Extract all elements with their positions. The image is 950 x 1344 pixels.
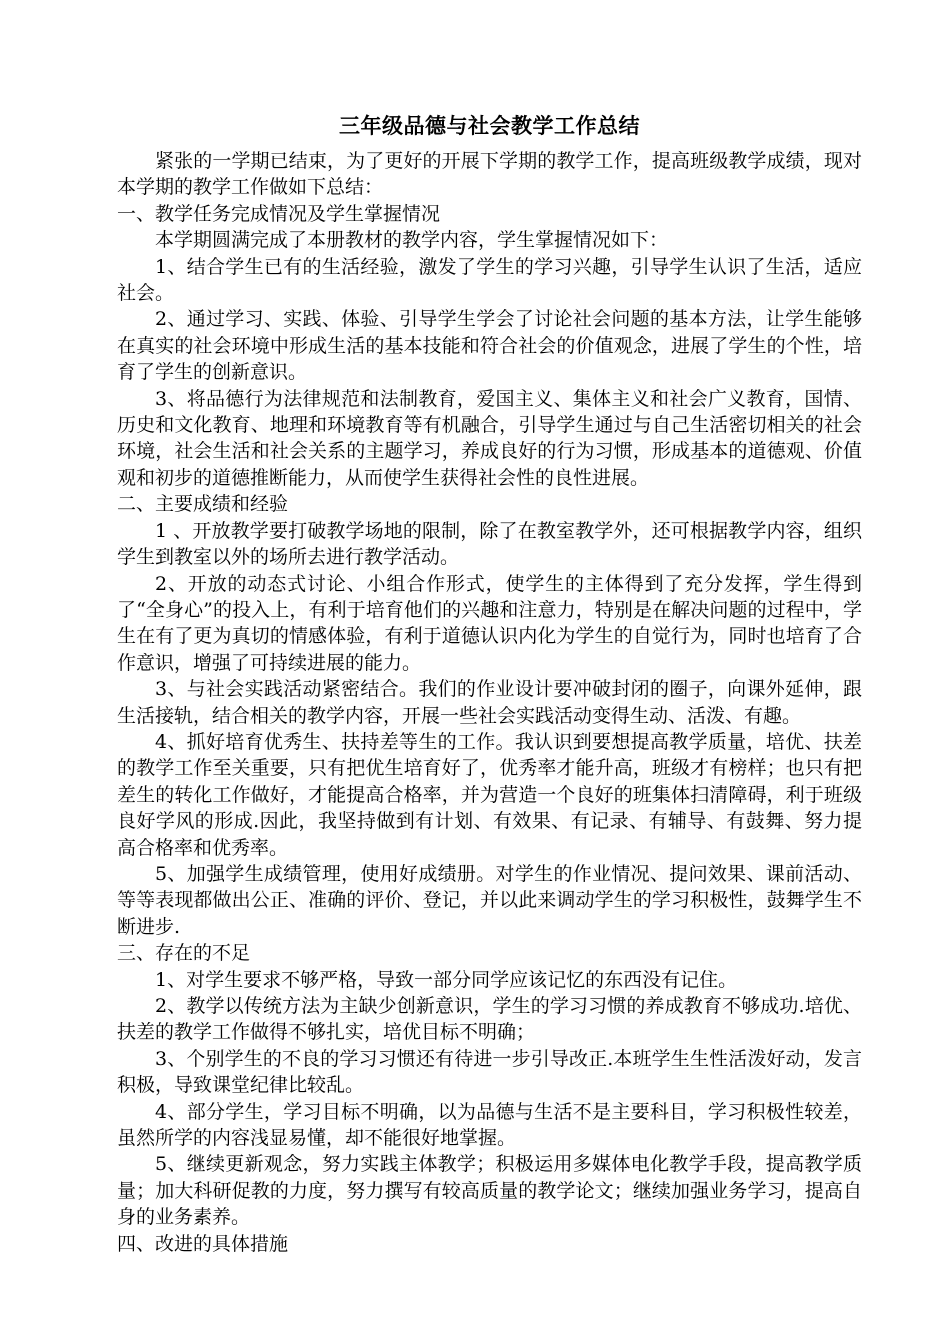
paragraph: 2、通过学习、实践、体验、引导学生学会了讨论社会问题的基本方法，让学生能够在真实的社会环境中形成生活的基本技能和符合社会的价值观念，进展了学生的个性，培育了学生的创新意识。 bbox=[117, 308, 862, 384]
paragraph: 5、继续更新观念，努力实践主体教学；积极运用多媒体电化教学手段，提高教学质量；加大科研促教的力度，努力撰写有较高质量的教学论文；继续加强业务学习，提高自身的业务素养。 bbox=[117, 1153, 862, 1229]
paragraph: 2、教学以传统方法为主缺少创新意识，学生的学习习惯的养成教育不够成功.培优、扶差的教学工作做得不够扎实，培优目标不明确； bbox=[117, 995, 862, 1044]
section-heading-4: 四、改进的具体措施 bbox=[117, 1232, 289, 1255]
intro-paragraph: 紧张的一学期已结束，为了更好的开展下学期的教学工作，提高班级教学成绩，现对本学期的教学工作做如下总结： bbox=[117, 150, 862, 199]
paragraph: 4、部分学生，学习目标不明确，以为品德与生活不是主要科目，学习积极性较差，虽然所学的内容浅显易懂，却不能很好地掌握。 bbox=[117, 1100, 862, 1150]
paragraph: 3、个别学生的不良的学习习惯还有待进一步引导改正.本班学生生性活泼好动，发言积极，导致课堂纪律比较乱。 bbox=[117, 1047, 862, 1097]
paragraph: 3、将品德行为法律规范和法制教育，爱国主义、集体主义和社会广义教育，国情、历史和文化教育、地理和环境教育等有机融合，引导学生通过与自己生活密切相关的社会环境，社会生活和社会关系的主题学习，养成良好的行为习惯，形成基本的道德观、价值观和初步的道德推断能力，从而使学生获得社会性的良性进展。 bbox=[117, 387, 862, 489]
document-title: 三年级品德与社会教学工作总结 bbox=[339, 114, 640, 138]
paragraph: 1、结合学生已有的生活经验，激发了学生的学习兴趣，引导学生认识了生活，适应社会。 bbox=[117, 255, 862, 305]
paragraph: 2、开放的动态式讨论、小组合作形式，使学生的主体得到了充分发挥，学生得到了“全身心”的投入上，有利于培育他们的兴趣和注意力，特别是在解决问题的过程中，学生在有了更为真切的情感体验，有利于道德认识内化为学生的自觉行为，同时也培育了合作意识，增强了可持续进展的能力。 bbox=[117, 572, 862, 674]
paragraph: 5、加强学生成绩管理，使用好成绩册。对学生的作业情况、提问效果、课前活动、等等表现都做出公正、准确的评价、登记，并以此来调动学生的学习积极性，鼓舞学生不断进步. bbox=[117, 862, 862, 938]
section-heading-3: 三、存在的不足 bbox=[117, 942, 251, 965]
paragraph: 1 、开放教学要打破教学场地的限制，除了在教室教学外，还可根据教学内容，组织学生到教室以外的场所去进行教学活动。 bbox=[117, 519, 862, 569]
paragraph: 1、对学生要求不够严格，导致一部分同学应该记忆的东西没有记住。 bbox=[155, 968, 738, 991]
paragraph: 4、抓好培育优秀生、扶持差等生的工作。我认识到要想提高教学质量，培优、扶差的教学工作至关重要，只有把优生培育好了，优秀率才能升高，班级才有榜样；也只有把差生的转化工作做好，才能提高合格率，并为营造一个良好的班集体扫清障碍，利于班级良好学风的形成.因此，我坚持做到有计划、有效果、有记录、有辅导、有鼓舞、努力提高合格率和优秀率。 bbox=[117, 730, 862, 859]
paragraph: 本学期圆满完成了本册教材的教学内容，学生掌握情况如下： bbox=[155, 229, 669, 252]
section-heading-2: 二、主要成绩和经验 bbox=[117, 493, 289, 516]
section-heading-1: 一、教学任务完成情况及学生掌握情况 bbox=[117, 202, 441, 225]
paragraph: 3、与社会实践活动紧密结合。我们的作业设计要冲破封闭的圈子，向课外延伸，跟生活接轨，结合相关的教学内容，开展一些社会实践活动变得生动、活泼、有趣。 bbox=[117, 678, 862, 727]
document-page bbox=[117, 112, 862, 1257]
